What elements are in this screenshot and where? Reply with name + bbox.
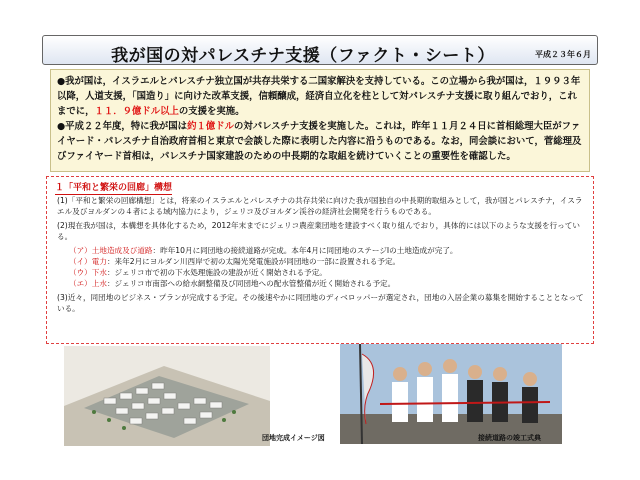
detail-item-a — [57, 245, 587, 256]
left-photo-caption: 団地完成イメージ図 — [262, 434, 325, 442]
section-title: １「平和と繁栄の回廊」構想 — [55, 180, 172, 195]
rendering-illustration — [64, 346, 270, 446]
item-text: ：昨年10月に同団地の接続道路が完成。本年4月に同団地のステージIの土地造成が完了。 — [152, 246, 458, 255]
item-text: ：ジェリコ市南部への給水網整備及び同団地への配水管整備が近く開始される予定。 — [106, 279, 396, 288]
item-text: ：来年2月にヨルダン川西岸で初の太陽光発電施設が同団地の一部に設置される予定。 — [106, 257, 401, 266]
detail-box — [46, 176, 594, 344]
item-label: （ウ）下水 — [69, 268, 107, 277]
page-title: 我が国の対パレスチナ支援（ファクト・シート） — [111, 46, 495, 66]
page-date: 平成２３年６月 — [535, 50, 591, 59]
item-label: （ア）土地造成及び道路 — [69, 246, 153, 255]
summary-paragraph-2 — [57, 119, 583, 164]
detail-paragraph-2: (2)現在我が国は，本構想を具体化するため，2012年末までにジェリコ農産業団地を建設すべく取り組んでおり，具体的には以下のような支援を行っている。 — [57, 221, 580, 241]
ceremony-photo-image — [340, 344, 562, 444]
summary-text: 総理大臣がファイヤード・パレスチナ自治政府首相と東京で会談した際に表明した内容に沿うものである。なお，同会談において，菅総理及びファイヤード首相は，パレスチナ国家建設のための中長期的な取組を続けていくことの重要性を確認した。 — [57, 121, 582, 162]
summary-text: の支援を実施。 — [178, 106, 245, 117]
summary-text: の対パレスチナ支援を実施した。これは，昨年１１月２４日に首相 — [233, 121, 515, 132]
item-label: （イ）電力 — [69, 257, 107, 266]
detail-paragraph-1: (1)「平和と繁栄の回廊構想」とは，将来のイスラエルとパレスチナの共存共栄に向けた我が国独自の中長期的取組みとして，我が国とパレスチナ，イスラエル及びヨルダンの４者による域内協力により，ジェリコ及びヨルダン渓谷の経済社会開発を行うものである。 — [57, 196, 583, 216]
detail-item-i — [57, 256, 587, 267]
summary-highlight: １１．９億ドル以上 — [94, 106, 179, 117]
summary-paragraph-1 — [57, 74, 583, 119]
summary-text: ●平成２２年度，特に我が国は — [57, 121, 188, 132]
detail-body — [57, 195, 587, 317]
right-photo-caption: 接続道路の竣工式典 — [478, 434, 541, 442]
ceremony-illustration — [340, 344, 562, 444]
item-label: （エ）上水 — [69, 279, 107, 288]
detail-paragraph-3: (3)近々，同団地のビジネス・プランが完成する予定。その後速やかに同団地のディベロッパーが選定され，団地の入居企業の募集を開始することとなっている。 — [57, 293, 584, 313]
industrial-park-rendering-image — [64, 346, 270, 446]
summary-text: ●我が国は，イスラエルとパレスチナ独立国が共存共栄する二国家解決を支持している。この立場から我が国は，１９９３年以降，人道支援，「国造り」に向けた改革支援，信頼醸成，経済自立化を柱として対パレスチナ支援に取り組んでおり，これまでに， — [57, 76, 581, 117]
item-text: ：ジェリコ市で初の下水処理施設の建設が近く開始される予定。 — [106, 268, 327, 277]
summary-box — [50, 69, 590, 172]
title-box — [42, 35, 598, 65]
summary-highlight: 約１億ドル — [187, 121, 234, 132]
detail-item-e — [57, 278, 587, 289]
detail-item-u — [57, 267, 587, 278]
